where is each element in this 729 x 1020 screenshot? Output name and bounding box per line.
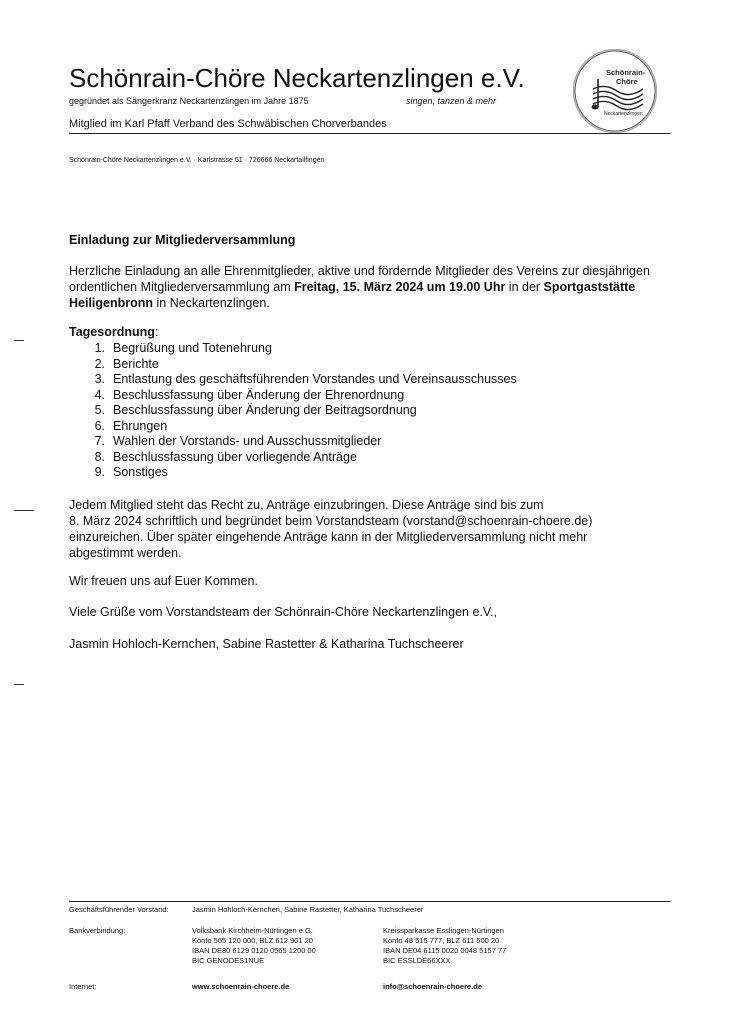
agenda-item <box>69 341 517 357</box>
agenda-item-text: Sonstiges <box>113 465 168 479</box>
agenda-item-text: Beschlussfassung über Änderung der Ehrenordnung <box>113 387 405 402</box>
agenda-item <box>69 450 517 466</box>
agenda-heading: Tagesordnung: <box>69 325 159 339</box>
agenda-item-text: Begrüßung und Totenehrung <box>113 341 272 355</box>
agenda-item-number: 4. <box>94 387 105 402</box>
meeting-date: Freitag, 15. März 2024 um 19.00 Uhr <box>294 280 506 294</box>
agenda-item <box>69 419 517 435</box>
agenda-item-number: 5. <box>94 403 105 417</box>
footer-bank-2: Kreissparkasse Esslingen-Nürtingen Konto 48 515 777, BLZ 611 500 20 IBAN DE04 6115 0020 0048 5157 77 BIC ESSLDE66XXX <box>383 926 507 965</box>
music-note-icon <box>592 105 599 110</box>
signatures: Jasmin Hohloch-Kernchen, Sabine Rastetter & Katharina Tuchscheerer <box>69 637 464 651</box>
greeting-line: Viele Grüße vom Vorstandsteam der Schönrain-Chöre Neckartenzlingen e.V., <box>69 605 498 619</box>
agenda-item-number: 1. <box>94 341 105 355</box>
agenda-item-text: Wahlen der Vorstands- und Ausschussmitglieder <box>113 434 382 448</box>
club-logo <box>573 49 657 133</box>
agenda-item <box>69 357 517 373</box>
agenda-item-number: 9. <box>94 465 105 479</box>
agenda-item <box>69 465 517 481</box>
agenda-item-number: 7. <box>94 434 105 448</box>
proposals-line: einzureichen. Über später eingehende Anträge kann in der Mitgliederversammlung nicht mehr <box>69 530 588 544</box>
punch-mark <box>14 510 34 511</box>
agenda-item-number: 2. <box>94 356 105 371</box>
footer-internet-label: Internet: <box>69 982 97 991</box>
agenda-list <box>69 341 517 481</box>
website-link[interactable]: www.schoenrain-choere.de <box>192 982 290 991</box>
intro-text: Herzliche Einladung an alle Ehrenmitglieder, aktive und fördernde Mitglieder des Vereins zur diesjährigen ordentlichen Mitgliederversammlung am <box>69 264 650 294</box>
proposals-line: 8. März 2024 schriftlich und begründet beim Vorstandsteam (vorstand@schoenrain-choere.de) <box>69 514 593 528</box>
proposals-paragraph <box>69 497 669 561</box>
footer-bank-label: Bankverbindung: <box>69 926 126 935</box>
logo-text-line-1: Schönrain- <box>606 68 646 77</box>
logo-text-line-3: Neckartenzlingen <box>604 111 643 117</box>
agenda-item <box>69 372 517 388</box>
logo-text-line-2: Chöre <box>616 77 638 86</box>
agenda-item-text: Ehrungen <box>113 418 168 433</box>
header-rule <box>69 133 670 134</box>
founded-note: gegründet als Sängerkranz Neckartenzlingen im Jahre 1875 <box>69 96 309 106</box>
footer-board-label: Geschäftsführender Vorstand: <box>69 905 169 914</box>
agenda-item-number: 3. <box>94 372 105 386</box>
membership-note: Mitglied im Karl Pfaff Verband des Schwäbischen Chorverbandes <box>69 118 387 130</box>
fold-mark <box>14 340 24 341</box>
proposals-line: Jedem Mitglied steht das Recht zu, Anträge einzubringen. Diese Anträge sind bis zum <box>69 498 544 512</box>
agenda-item-text: Beschlussfassung über Änderung der Beitragsordnung <box>113 403 417 417</box>
agenda-item-number: 6. <box>94 418 105 433</box>
email-link[interactable]: info@schoenrain-choere.de <box>383 982 482 991</box>
footer-rule <box>69 901 670 902</box>
closing-line: Wir freuen uns auf Euer Kommen. <box>69 574 258 588</box>
motto: singen, tanzen & mehr <box>406 96 497 106</box>
footer-bank-1: Volksbank Kirchheim-Nürtingen e.G. Konto 565 120 000, BLZ 612 901 20 IBAN DE80 6129 0120 0565 1200 00 BIC GENODES1NUE <box>192 926 316 965</box>
sender-address: Schönrain-Chöre Neckartenzlingen e.V. · Karlstrasse 51 · 726666 Neckartailfingen <box>69 157 325 164</box>
agenda-item <box>69 388 517 404</box>
letter-subject: Einladung zur Mitgliederversammlung <box>69 233 296 247</box>
agenda-item <box>69 403 517 419</box>
agenda-item-text: Berichte <box>113 356 159 371</box>
club-name: Schönrain-Chöre Neckartenzlingen e.V. <box>69 63 525 93</box>
intro-text-3: in Neckartenzlingen. <box>153 296 270 310</box>
fold-mark <box>14 684 24 685</box>
meeting-venue: Sportgaststätte Heiligenbronn <box>69 280 636 310</box>
intro-paragraph <box>69 263 669 311</box>
agenda-item-text: Entlastung des geschäftsführenden Vorstandes und Vereinsausschusses <box>113 372 517 386</box>
proposals-line: abgestimmt werden. <box>69 546 182 560</box>
agenda-item <box>69 434 517 450</box>
intro-text-2: in der <box>505 280 544 294</box>
agenda-item-number: 8. <box>94 449 105 464</box>
agenda-item-text: Beschlussfassung über vorliegende Anträge <box>113 449 357 464</box>
footer-board-value: Jasmin Hohloch-Kernchen, Sabine Rastetter, Katharina Tuchscheerer <box>192 905 424 914</box>
